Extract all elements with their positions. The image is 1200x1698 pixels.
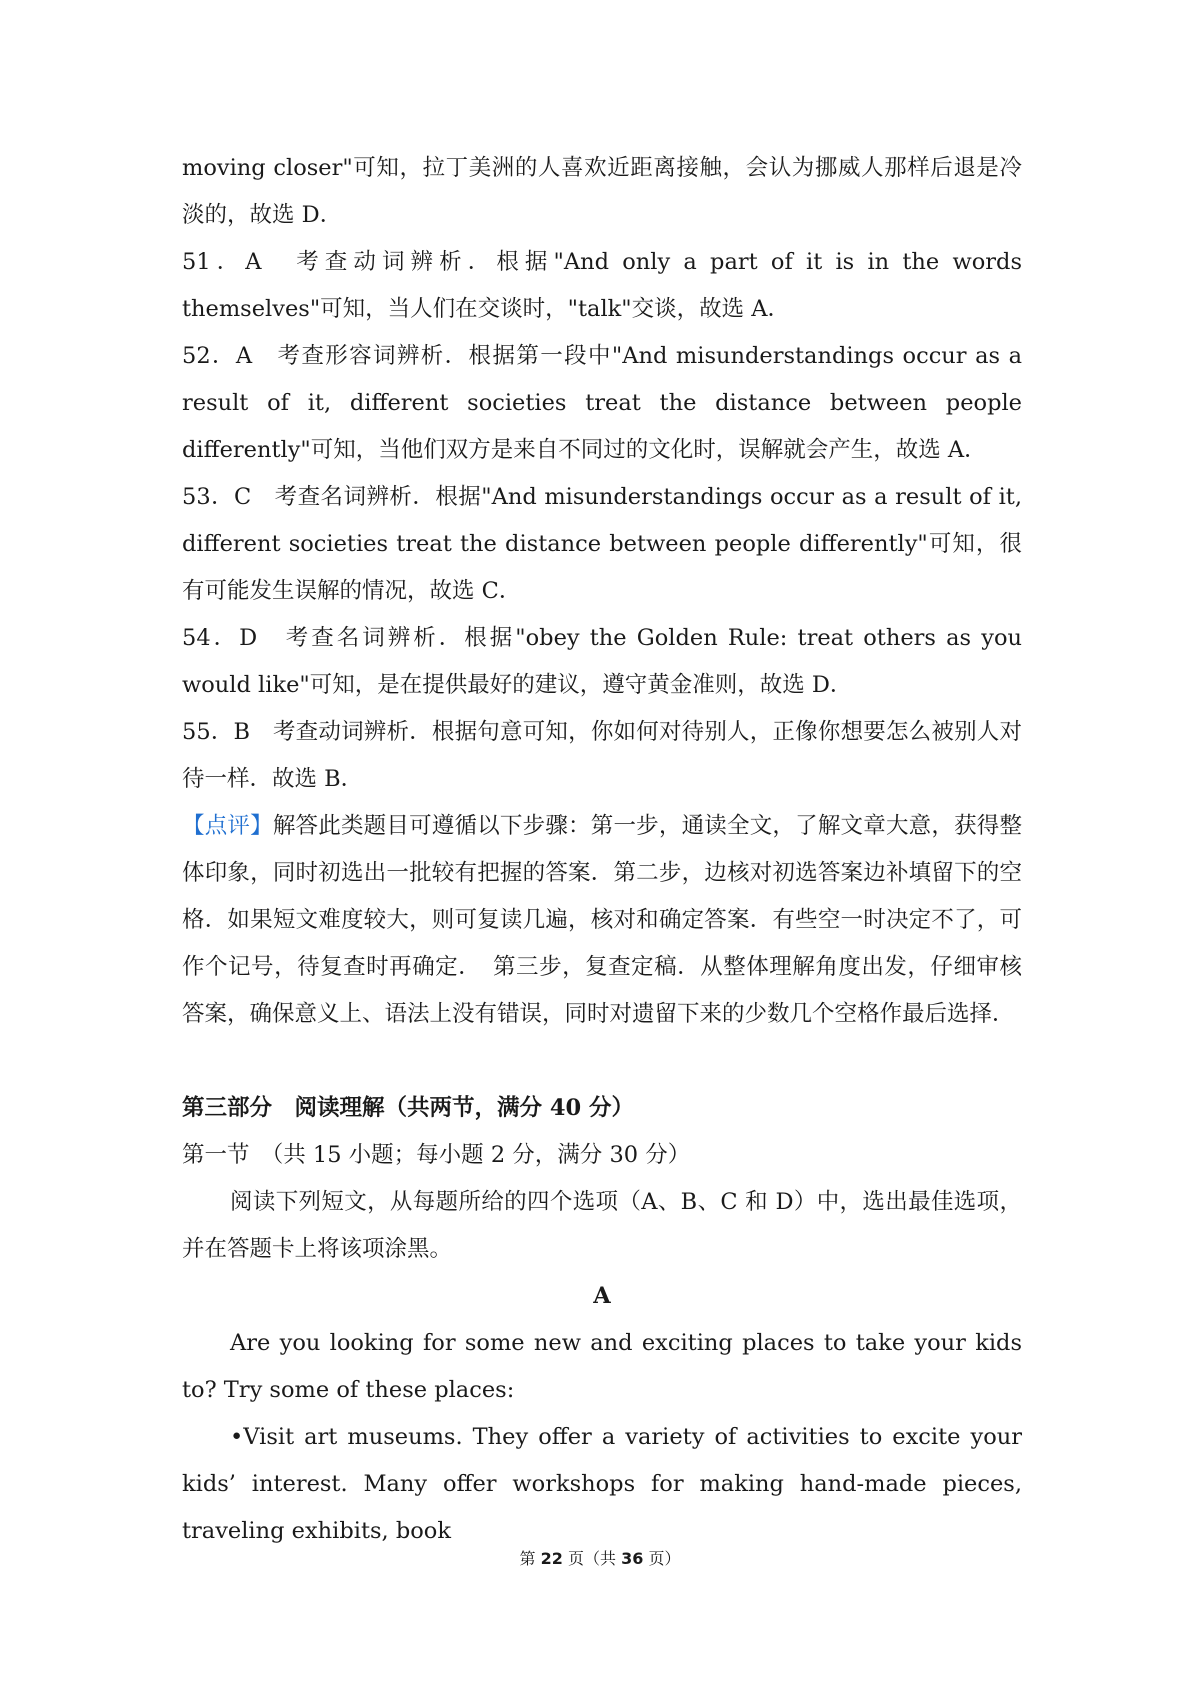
footer-total-pages: 36: [621, 1549, 644, 1568]
page-content: [182, 145, 1022, 1555]
footer-prefix: 第: [519, 1549, 541, 1568]
answer-51: 51．A 考查动词辨析．根据"And only a part of it is in the words themselves"可知，当人们在交谈时，"talk"交谈，故选 A．: [182, 249, 1022, 322]
answer-54: 54．D 考查名词辨析．根据"obey the Golden Rule: treat others as you would like"可知，是在提供最好的建议，遵守黄金准则，故选 D．: [182, 625, 1022, 698]
footer-middle: 页（共: [562, 1549, 622, 1568]
passage-label: A: [593, 1283, 611, 1309]
answer-52: 52．A 考查形容词辨析．根据第一段中"And misunderstandings occur as a result of it, different societies treat the distance between people differently"可知，当他们双方是来自不同过的文化时，误解就会产生，故选 A．: [182, 343, 1022, 463]
paragraph-continuation: moving closer"可知，拉丁美洲的人喜欢近距离接触，会认为挪威人那样后退是冷淡的，故选 D．: [182, 155, 1022, 228]
answer-53: 53．C 考查名词辨析．根据"And misunderstandings occur as a result of it, different societies treat the distance between people differently"可知，很有可能发生误解的情况，故选 C．: [182, 484, 1022, 604]
review-tag: 【点评】: [182, 813, 273, 839]
passage-bullet-art-museums: •Visit art museums. They offer a variety of activities to excite your kids’ interest. Many offer workshops for making hand-made pieces, traveling exhibits, book: [182, 1424, 1022, 1544]
section-title: 第三部分 阅读理解（共两节，满分 40 分）: [182, 1095, 634, 1121]
footer-page-number: 22: [540, 1549, 563, 1568]
page-footer: [0, 1548, 1200, 1570]
review-paragraph: [182, 803, 1022, 1038]
review-text: 解答此类题目可遵循以下步骤：第一步，通读全文，了解文章大意，获得整体印象，同时初选出一批较有把握的答案．第二步，边核对初选答案边补填留下的空格．如果短文难度较大，则可复读几遍，核对和确定答案．有些空一时决定不了，可作个记号，待复查时再确定． 第三步，复查定稿．从整体理解角度出发，仔细审核答案，确保意义上、语法上没有错误，同时对遗留下来的少数几个空格作最后选择．: [182, 813, 1022, 1027]
section-instruction: 阅读下列短文，从每题所给的四个选项（A、B、C 和 D）中，选出最佳选项，并在答题卡上将该项涂黑。: [182, 1189, 1022, 1262]
section-subtitle: 第一节 （共 15 小题；每小题 2 分，满分 30 分）: [182, 1142, 691, 1168]
answer-55: 55．B 考查动词辨析．根据句意可知，你如何对待别人，正像你想要怎么被别人对待一样．故选 B．: [182, 719, 1022, 792]
passage-intro: Are you looking for some new and exciting places to take your kids to? Try some of these places:: [182, 1330, 1022, 1403]
footer-suffix: 页）: [643, 1549, 681, 1568]
